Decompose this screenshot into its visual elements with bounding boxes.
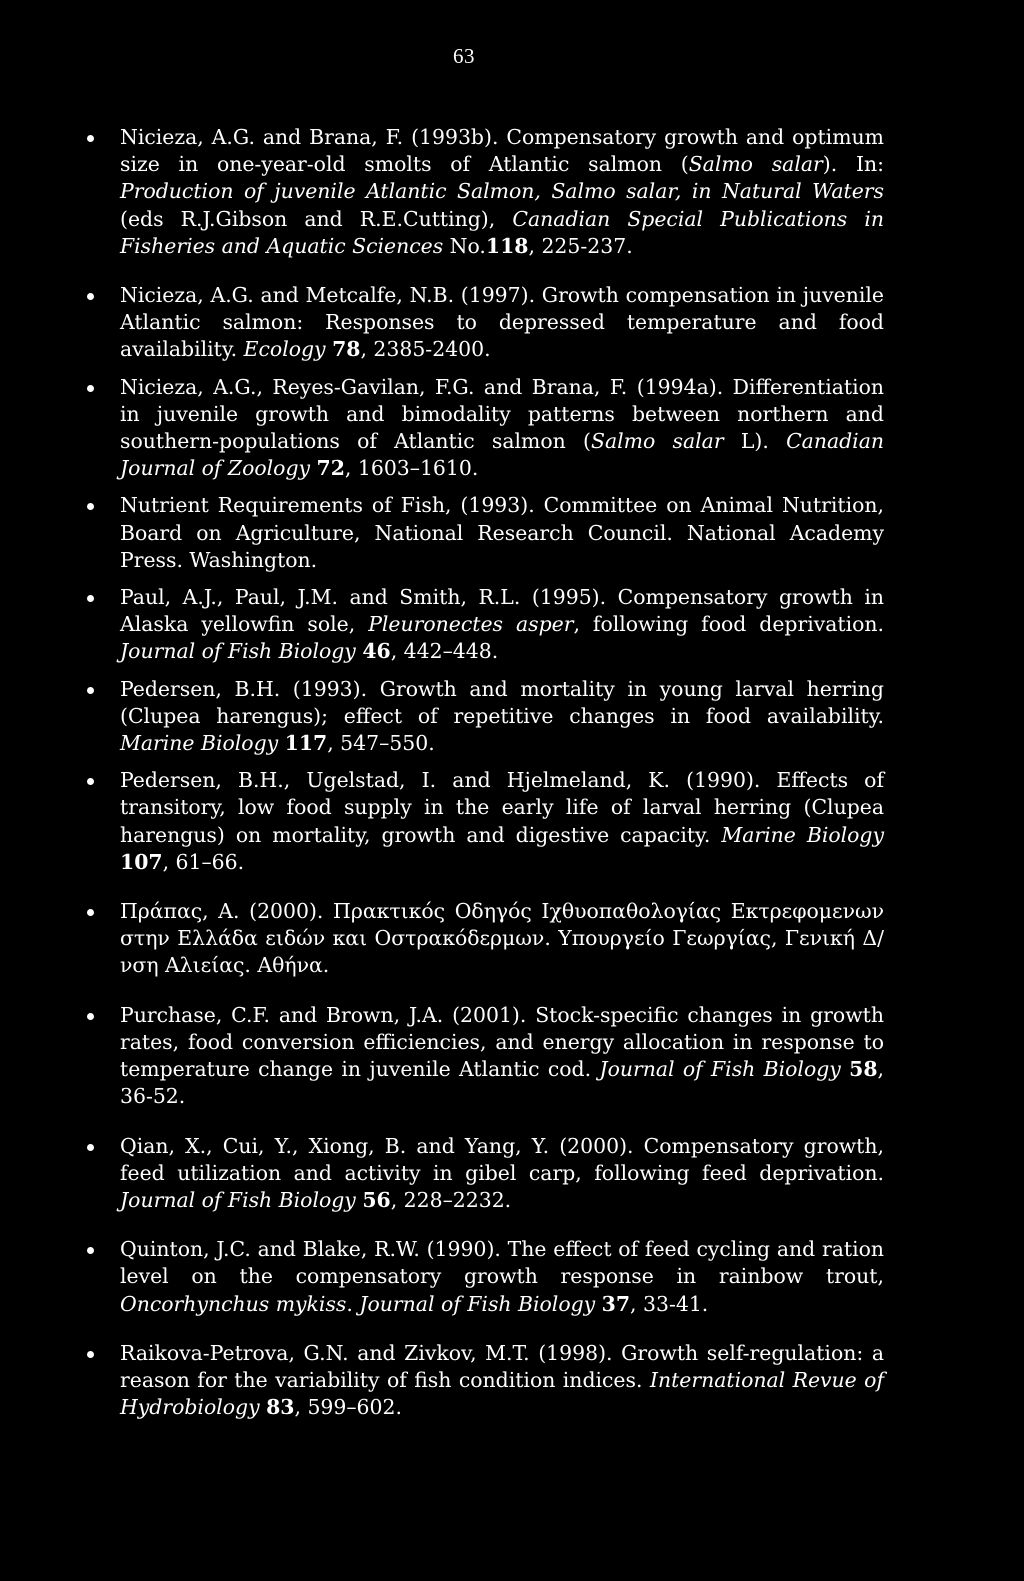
reference-text: , 1603–1610. (344, 456, 479, 481)
reference-italic-text: Ecology (243, 337, 326, 362)
bullet-icon (87, 135, 94, 142)
reference-text: Purchase, C.F. and Brown, J.A. (2001). Stock-specific changes in growth rates, food conversion efficiencies, and energy allocation in response to temperature change in juvenile Atlantic cod. (120, 1002, 884, 1082)
bullet-icon (87, 1144, 94, 1151)
reference-volume: 58 (849, 1057, 878, 1082)
bullet-icon (87, 595, 94, 602)
reference-text: , 547–550. (327, 731, 435, 756)
bullet-icon (87, 1013, 94, 1020)
reference-italic-text: Salmo salar (688, 152, 823, 177)
reference-item (84, 1002, 884, 1111)
reference-item (84, 584, 884, 666)
reference-volume: 37 (601, 1291, 631, 1316)
bullet-icon (87, 687, 94, 694)
bullet-icon (87, 293, 94, 300)
reference-item (84, 1236, 884, 1318)
reference-text: , 225-237. (528, 233, 633, 258)
reference-italic-text: Journal of Fish Biology (599, 1057, 841, 1082)
reference-italic-text: Journal of Fish Biology (120, 639, 356, 664)
reference-text: ). In: (822, 152, 885, 177)
reference-text: Nicieza, A.G., Reyes-Gavilan, F.G. and Brana, F. (1994a). Differentiation in juvenile growth and bimodality patterns between northern and southern-populations of Atlantic salmon ( (120, 374, 884, 454)
reference-volume: 72 (316, 456, 345, 481)
reference-italic-text: Canadian Journal of Zoology (120, 429, 884, 481)
reference-text: . (346, 1291, 360, 1316)
reference-text: Pedersen, B.H., Ugelstad, I. and Hjelmeland, K. (1990). Effects of transitory, low food supply in the early life of larval herring (Clupea harengus) on mortality, growth and digestive capacity. (120, 768, 884, 847)
reference-item (84, 124, 884, 260)
reference-text: Nicieza, A.G. and Brana, F. (1993b). Compensatory growth and optimum size in one-year-old smolts of Atlantic salmon ( (120, 125, 884, 177)
reference-volume: 46 (362, 639, 391, 664)
reference-volume: 78 (332, 337, 361, 362)
reference-text: , 2385-2400. (360, 337, 491, 362)
reference-italic-text: Marine Biology (721, 822, 884, 847)
reference-text: (eds R.J.Gibson and R.E.Cutting), (120, 206, 513, 231)
reference-text (841, 1057, 849, 1081)
reference-italic-text: International Revue of Hydrobiology (120, 1367, 884, 1420)
reference-text: Raikova-Petrova, G.N. and Zivkov, M.T. (1998). Growth self-regulation: a reason for the variability of fish condition indices. (120, 1340, 884, 1392)
reference-italic-text: Journal of Fish Biology (120, 1187, 356, 1212)
reference-list (84, 124, 884, 1431)
reference-italic-text: Oncorhynchus mykiss (120, 1291, 347, 1316)
reference-text: Paul, A.J., Paul, J.M. and Smith, R.L. (1995). Compensatory growth in Alaska yellowfin sole, (120, 585, 884, 637)
bullet-icon (87, 778, 94, 785)
reference-item (84, 282, 884, 364)
reference-item (84, 492, 884, 574)
reference-text: Πράπας, Α. (2000). Πρακτικός Οδηγός Ιχθυοπαθολογίας Εκτρεφομενων στην Ελλάδα ειδών και Οστρακόδερμων. Υπουργείο Γεωργίας, Γενική Δ/νση Αλιείας. Αθήνα. (120, 899, 884, 978)
reference-text: , 36-52. (120, 1057, 885, 1109)
reference-italic-text: Pleuronectes asper (368, 612, 574, 637)
reference-volume: 117 (284, 731, 328, 756)
bullet-icon (87, 1247, 94, 1254)
reference-italic-text: Production of juvenile Atlantic Salmon, Salmo salar, in Natural Waters (120, 179, 884, 204)
page-number-text: 63 (453, 44, 475, 68)
bullet-icon (87, 909, 94, 916)
reference-text: Pedersen, B.H. (1993). Growth and mortality in young larval herring (Clupea harengus); effect of repetitive changes in food availability. (120, 676, 884, 728)
reference-volume: 118 (485, 233, 529, 258)
reference-item (84, 676, 884, 758)
reference-italic-text: Salmo salar (591, 429, 724, 454)
reference-text: Nutrient Requirements of Fish, (1993). Committee on Animal Nutrition, Board on Agriculture, National Research Council. National Academy Press. Washington. (120, 493, 884, 572)
reference-text: , 599–602. (294, 1395, 402, 1420)
reference-item (84, 1133, 884, 1215)
reference-volume: 83 (266, 1395, 295, 1420)
bullet-icon (87, 503, 94, 510)
reference-text: , 61–66. (162, 849, 245, 874)
reference-text: Nicieza, A.G. and Metcalfe, N.B. (1997). Growth compensation in juvenile Atlantic salmon: Responses to depressed temperature and food availability. (120, 283, 884, 362)
bullet-icon (87, 1351, 94, 1358)
reference-volume: 107 (120, 849, 163, 874)
page-number (0, 44, 1024, 69)
reference-item (84, 374, 884, 483)
reference-item (84, 767, 884, 876)
reference-text: , 228–2232. (390, 1187, 512, 1212)
reference-italic-text: Marine Biology (120, 731, 279, 756)
bullet-icon (87, 385, 94, 392)
reference-italic-text: Canadian Special Publications in Fisheries and Aquatic Sciences (120, 206, 884, 258)
reference-text: , 442–448. (390, 639, 499, 664)
reference-text: No. (443, 233, 486, 258)
reference-text: , 33-41. (630, 1291, 709, 1316)
reference-text: Quinton, J.C. and Blake, R.W. (1990). The effect of feed cycling and ration level on the compensatory growth response in rainbow trout, (120, 1237, 884, 1289)
reference-italic-text: Journal of Fish Biology (359, 1291, 596, 1316)
reference-item (84, 898, 884, 980)
reference-text: L). (723, 429, 787, 454)
reference-text: , following food deprivation. (573, 612, 885, 637)
reference-text: Qian, X., Cui, Y., Xiong, B. and Yang, Y. (2000). Compensatory growth, feed utilization and activity in gibel carp, following feed deprivation. (120, 1133, 884, 1185)
reference-item (84, 1340, 884, 1422)
reference-volume: 56 (362, 1187, 391, 1212)
